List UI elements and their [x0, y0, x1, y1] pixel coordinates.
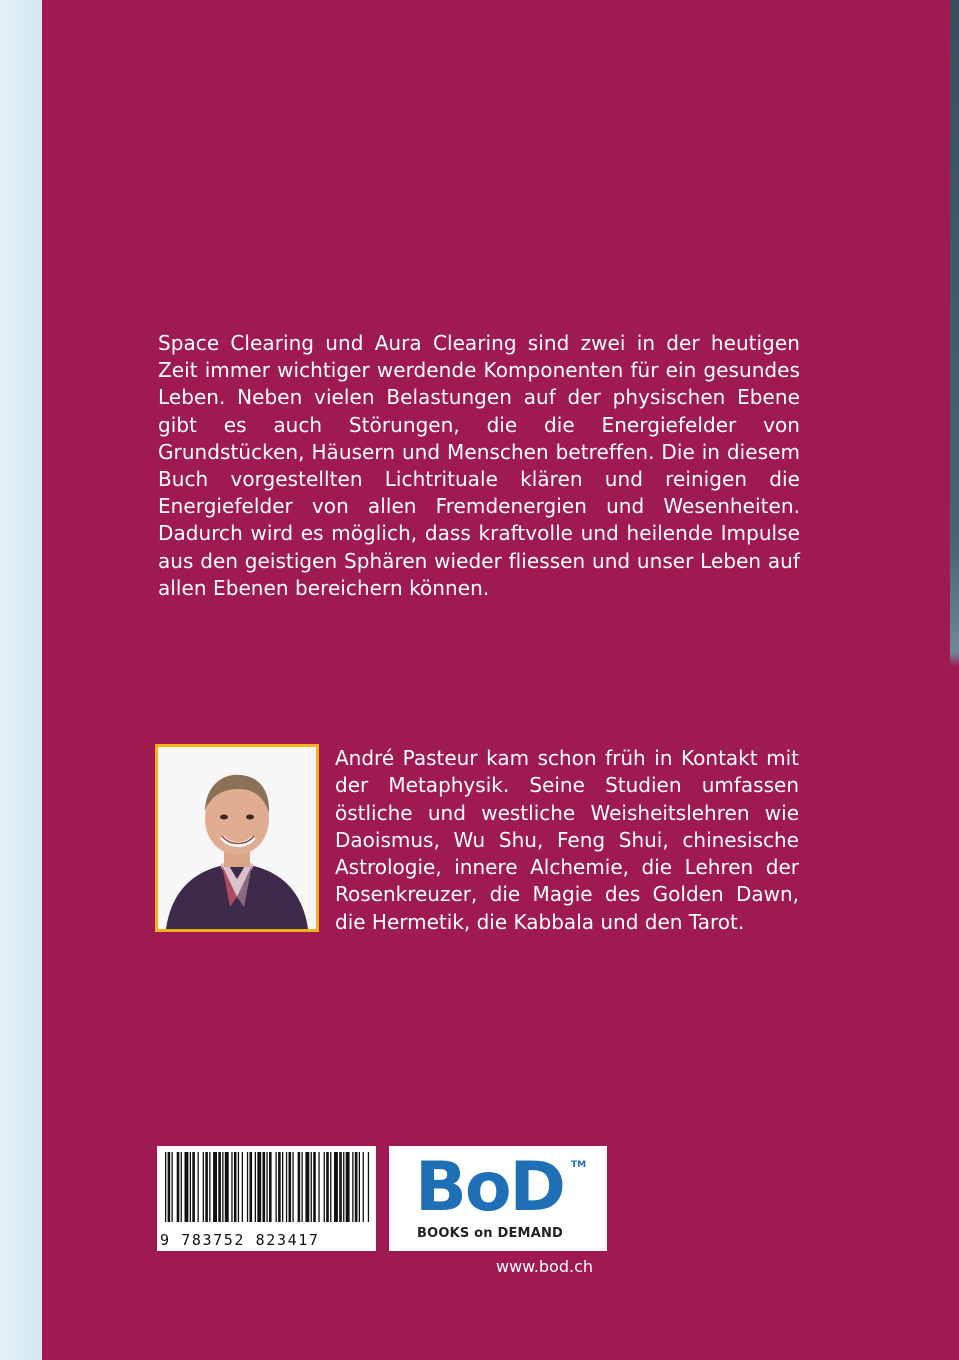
barcode-bar — [225, 1152, 229, 1222]
barcode-bar — [209, 1152, 210, 1222]
barcode-bar — [250, 1152, 253, 1222]
publisher-tagline: BOOKS on DEMAND — [417, 1226, 564, 1241]
publisher-logo: BoD — [415, 1148, 564, 1227]
barcode-bar — [334, 1152, 338, 1222]
barcode-bar — [305, 1152, 309, 1222]
barcode-bar — [330, 1152, 331, 1222]
barcode-bar — [363, 1152, 364, 1222]
barcode-bar — [324, 1152, 325, 1222]
barcode-bar — [247, 1152, 248, 1222]
barcode-bar — [339, 1152, 342, 1222]
isbn-number: 9 783752 823417 — [160, 1231, 320, 1249]
barcode-bar — [286, 1152, 287, 1222]
barcode-bar — [346, 1152, 350, 1222]
barcode-bars — [157, 1146, 376, 1228]
trademark-mark: TM — [571, 1160, 587, 1170]
barcode-bar — [263, 1152, 266, 1222]
barcode-bar — [190, 1152, 191, 1222]
barcode-bar — [255, 1152, 256, 1222]
spine-strip — [0, 0, 42, 1360]
barcode-bar — [234, 1152, 237, 1222]
barcode-bar — [311, 1152, 312, 1222]
barcode-bar — [203, 1152, 204, 1222]
barcode-bar — [177, 1152, 180, 1222]
barcode-bar — [198, 1152, 199, 1222]
barcode-bar — [298, 1152, 301, 1222]
barcode-bar — [238, 1152, 239, 1222]
isbn-barcode — [157, 1146, 376, 1251]
barcode-bar — [185, 1152, 189, 1222]
barcode-bar — [318, 1152, 319, 1222]
book-blurb: Space Clearing und Aura Clearing sind zwei in der heutigen Zeit immer wichtiger werdende Komponenten für ein gesundes Leben. Neben vielen Belastungen auf der physischen Ebene gibt es auch Störungen, die die Energiefelder von Grundstücken, Häusern und Menschen betreffen. Die in diesem Buch vorgestellten Lichtrituale klären und reinigen die Energiefelder von allen Fremdenergien und Wesenheiten. Dadurch wird es möglich, dass kraftvolle und heilende Impulse aus den geistigen Sphären wieder fliessen und unser Leben auf allen Ebenen bereichern können. — [158, 331, 800, 600]
barcode-bar — [192, 1152, 195, 1222]
barcode-bar — [222, 1152, 223, 1222]
barcode-bar — [257, 1152, 261, 1222]
barcode-bar — [355, 1152, 358, 1222]
barcode-bar — [313, 1152, 316, 1222]
barcode-bar — [326, 1152, 329, 1222]
barcode-bar — [352, 1152, 353, 1222]
barcode-bar — [218, 1152, 221, 1222]
barcode-bar — [282, 1152, 283, 1222]
barcode-bar — [302, 1152, 303, 1222]
publisher-logo-box — [389, 1146, 607, 1251]
publisher-url: www.bod.ch — [496, 1257, 593, 1276]
barcode-bar — [231, 1152, 232, 1222]
barcode-bar — [213, 1152, 217, 1222]
barcode-bar — [266, 1152, 267, 1222]
barcode-bar — [165, 1152, 166, 1222]
barcode-bar — [242, 1152, 243, 1222]
barcode-bar — [343, 1152, 344, 1222]
barcode-bar — [269, 1152, 272, 1222]
barcode-bar — [289, 1152, 292, 1222]
barcode-bar — [172, 1152, 173, 1222]
front-cover-edge — [950, 0, 959, 1360]
author-photo — [155, 744, 319, 932]
barcode-bar — [292, 1152, 293, 1222]
barcode-bar — [181, 1152, 182, 1222]
barcode-bar — [278, 1152, 281, 1222]
barcode-bar — [368, 1152, 369, 1222]
barcode-bar — [205, 1152, 208, 1222]
barcode-bar — [359, 1152, 360, 1222]
barcode-bar — [168, 1152, 171, 1222]
author-bio: André Pasteur kam schon früh in Kontakt mit der Metaphysik. Seine Studien umfassen östliche und westliche Weisheitslehren wie Daoismus, Wu Shu, Feng Shui, chinesische Astrologie, innere Alchemie, die Lehren der Rosenkreuzer, die Magie des Golden Dawn, die Hermetik, die Kabbala und den Tarot. — [335, 746, 799, 934]
barcode-bar — [276, 1152, 277, 1222]
